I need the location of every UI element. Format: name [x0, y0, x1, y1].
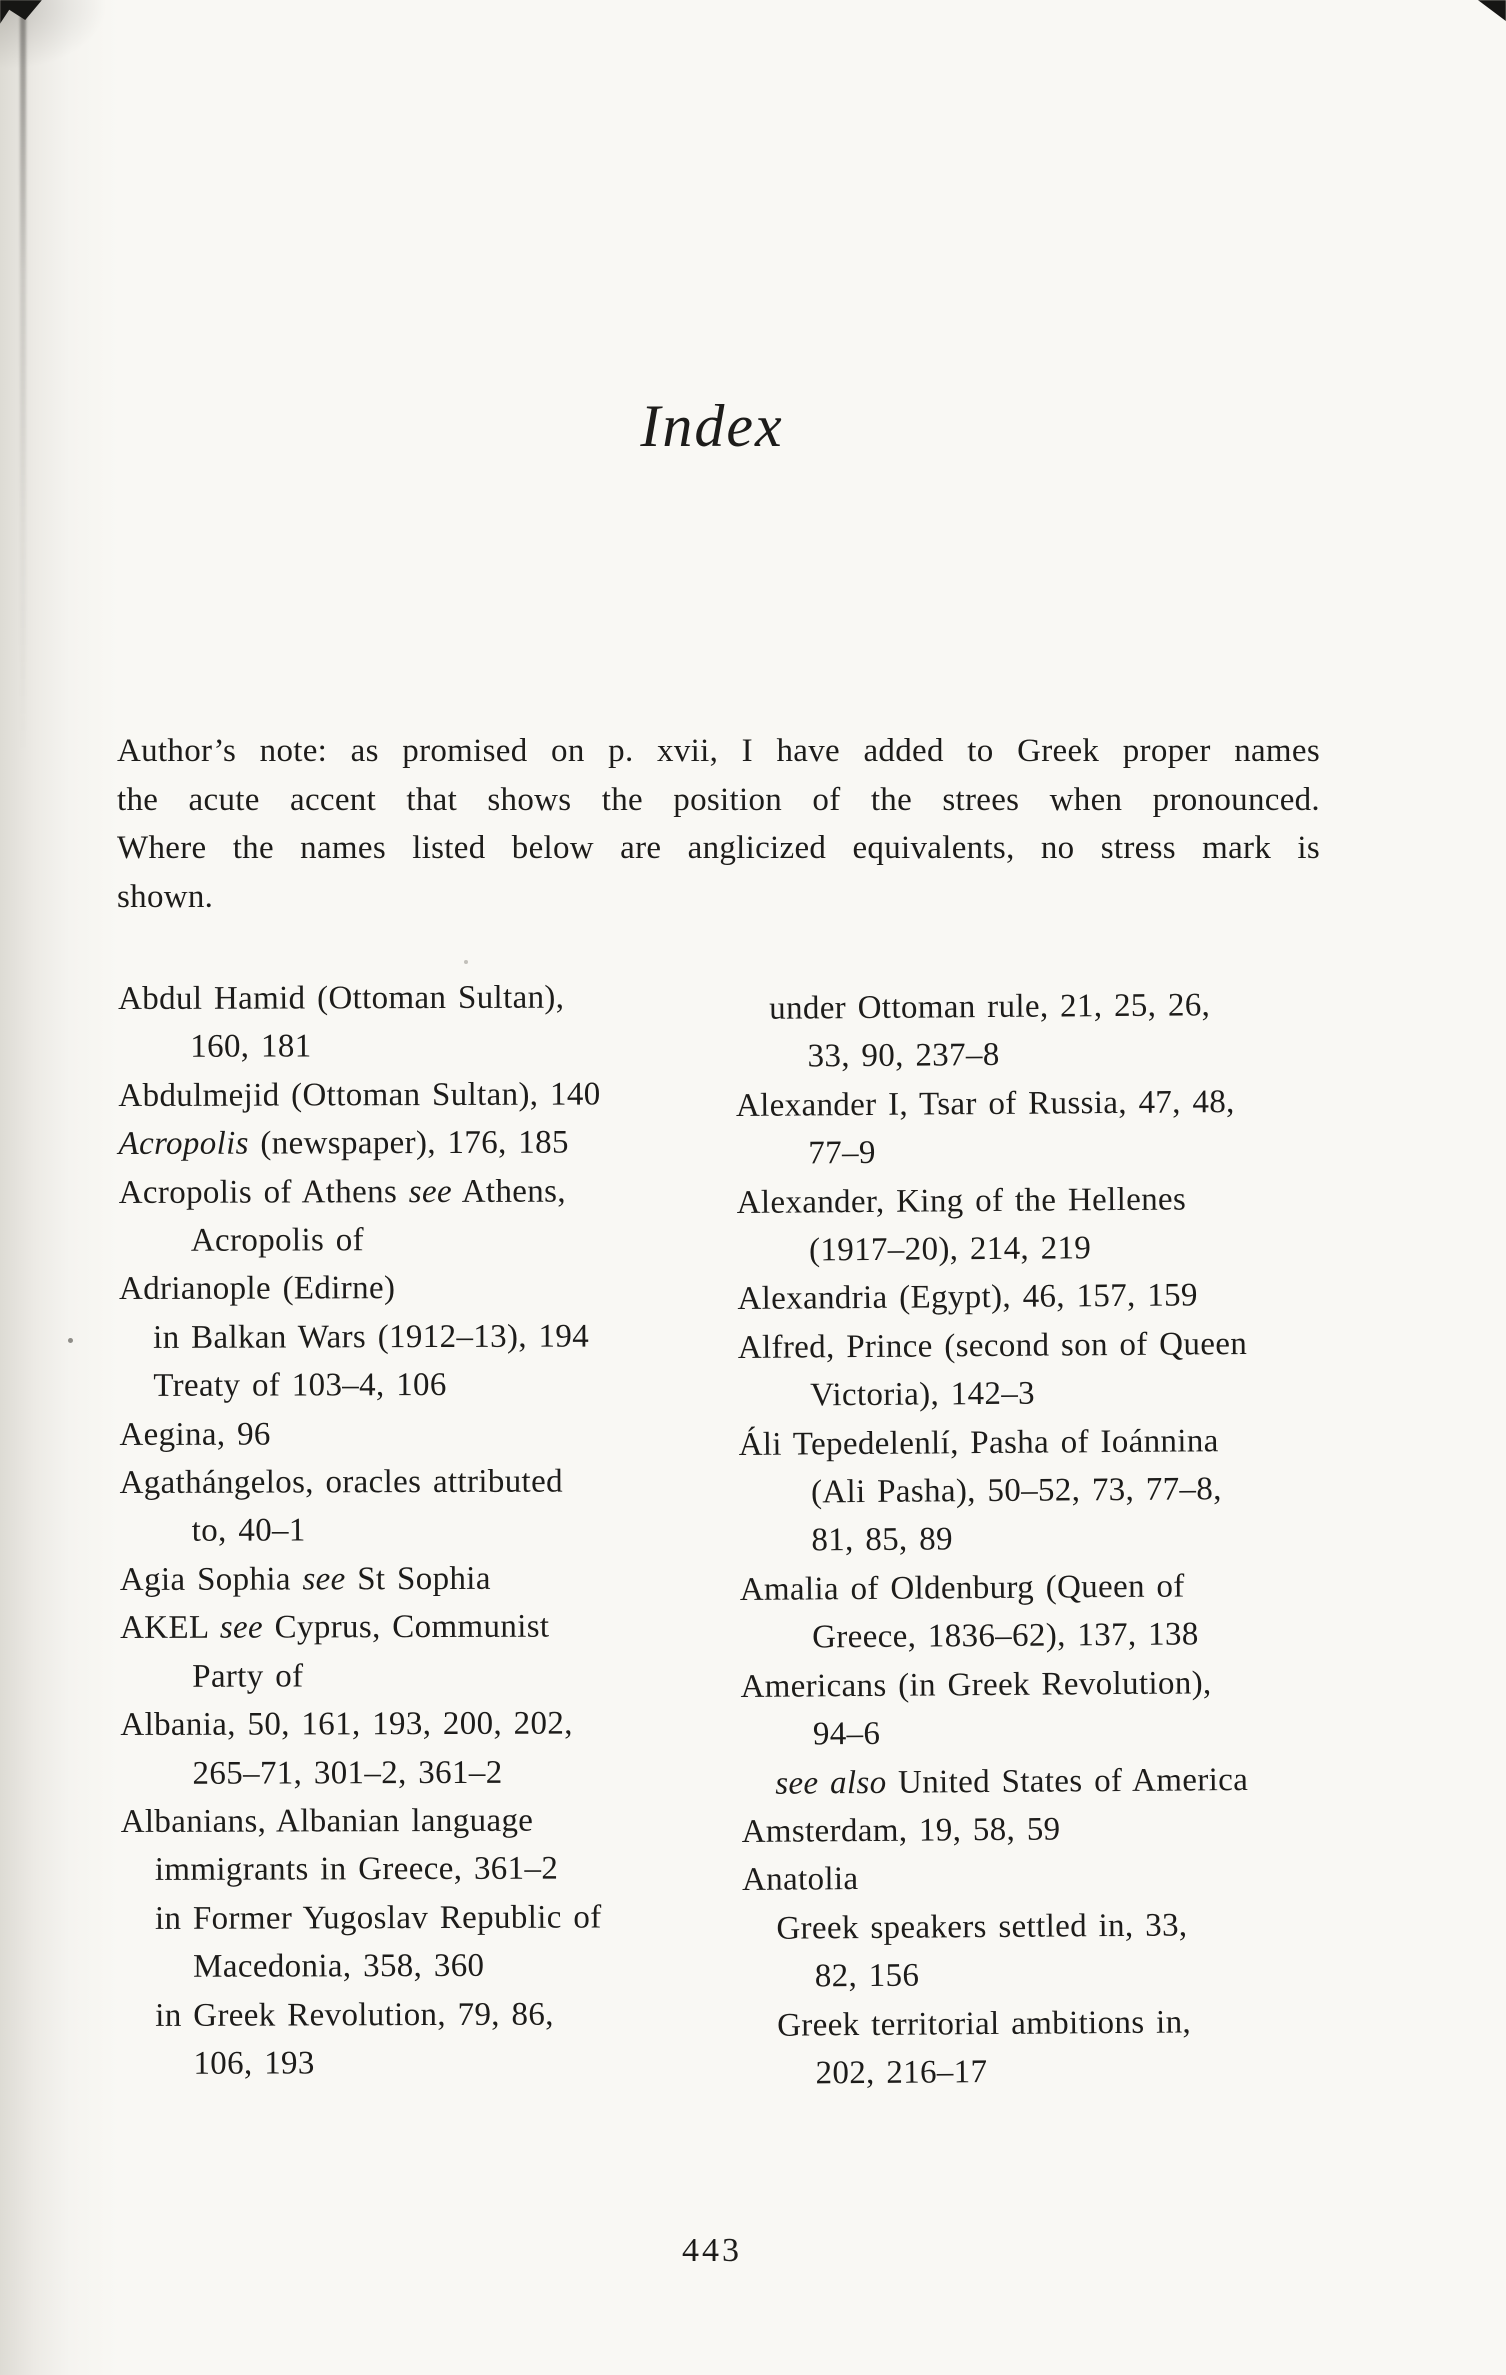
index-entry-line [118, 1070, 728, 1120]
scan-speck [464, 960, 468, 964]
index-entry-segment: Alfred, Prince (second son of Queen [737, 1325, 1248, 1366]
index-entry-segment: 160, 181 [190, 1028, 312, 1066]
index-entry-segment: Albanians, Albanian language [120, 1802, 534, 1840]
index-entry-segment: Alexander I, Tsar of Russia, 47, 48, [735, 1083, 1235, 1124]
index-entry-segment: Alexander, King of the Hellenes [736, 1181, 1187, 1221]
index-entry-segment: Amsterdam, 19, 58, 59 [741, 1811, 1061, 1850]
index-entry-segment: 106, 193 [193, 2045, 315, 2082]
index-entry-segment: 81, 85, 89 [811, 1521, 954, 1559]
index-entry-segment: St Sophia [345, 1560, 491, 1598]
index-entry-line [740, 1609, 1350, 1662]
index-entry-segment: 202, 216–17 [815, 2053, 988, 2092]
scan-corner-artifact-right [1474, 0, 1506, 24]
index-entry-segment: Victoria), 142–3 [810, 1375, 1036, 1414]
page-title: Index [640, 393, 784, 459]
index-entry-line [120, 1602, 730, 1652]
index-entry-line [735, 980, 1345, 1033]
index-entry-line [119, 1215, 729, 1265]
index-entry-italic-segment: see [408, 1173, 452, 1210]
index-entry-segment: (newspaper), 176, 185 [248, 1124, 569, 1162]
index-entry-segment: Aegina, 96 [119, 1416, 271, 1453]
index-entry-line [742, 1900, 1352, 1953]
note-line: the acute accent that shows the position of the strees when pronounced. [117, 781, 1320, 818]
index-entry-segment: Athens, [451, 1173, 566, 1210]
index-entry-line [741, 1706, 1351, 1759]
index-entry-line [120, 1554, 730, 1604]
index-entry-line [118, 973, 728, 1023]
index-entry-line [737, 1222, 1347, 1275]
index-entry-line [120, 1699, 730, 1749]
index-entry-line [741, 1803, 1351, 1856]
index-entry-segment: Greece, 1836–62), 137, 138 [811, 1616, 1199, 1656]
index-entry-line [118, 1118, 728, 1168]
index-entry-segment: Party of [192, 1658, 304, 1695]
index-entry-line [737, 1271, 1347, 1324]
index-entry-line [743, 2045, 1353, 2098]
index-entry-segment: Acropolis of Athens [118, 1173, 409, 1211]
index-entry-segment: 77–9 [808, 1135, 876, 1172]
note-line: shown. [117, 878, 214, 915]
index-entry-segment: Macedonia, 358, 360 [193, 1947, 485, 1985]
index-entry-segment: Greek territorial ambitions in, [777, 2003, 1192, 2044]
scan-speck [68, 1338, 73, 1343]
index-entry-line [741, 1755, 1351, 1808]
index-entry-segment: (Ali Pasha), 50–52, 73, 77–8, [810, 1471, 1222, 1511]
index-entry-segment: to, 40–1 [191, 1512, 306, 1550]
index-entry-segment: Adrianople (Edirne) [118, 1270, 396, 1308]
gutter-crease-shadow [20, 16, 26, 756]
index-entry-line [119, 1409, 729, 1459]
index-entry-line [743, 1948, 1353, 2001]
index-entry-italic-segment: Acropolis [118, 1125, 249, 1163]
authors-note [117, 727, 1320, 921]
index-entry-segment: under Ottoman rule, 21, 25, 26, [769, 987, 1211, 1027]
index-entry-line [120, 1506, 730, 1556]
index-entry-line [736, 1125, 1346, 1178]
index-entry-segment: Áli Tepedelenlí, Pasha of Ioánnina [738, 1422, 1219, 1463]
index-entry-italic-segment: see [302, 1561, 346, 1598]
index-entry-line [121, 2038, 731, 2088]
index-entry-line [121, 1990, 731, 2040]
index-entry-line [121, 1893, 731, 1943]
index-entry-line [737, 1174, 1347, 1227]
index-entry-segment: Treaty of 103–4, 106 [153, 1367, 447, 1405]
index-entry-line [119, 1167, 729, 1217]
index-entry-line [738, 1319, 1348, 1372]
index-entry-segment: 33, 90, 237–8 [807, 1037, 1000, 1075]
index-entry-segment: Agathángelos, oracles attributed [119, 1463, 563, 1502]
index-entry-segment: Albania, 50, 161, 193, 200, 202, [120, 1705, 573, 1744]
index-entry-segment: Americans (in Greek Revolution), [740, 1664, 1212, 1705]
index-entry-segment: Abdulmejid (Ottoman Sultan), 140 [118, 1076, 601, 1114]
index-entry-segment: in Former Yugoslav Republic of [154, 1899, 602, 1937]
index-entry-line [739, 1464, 1349, 1517]
index-entry-line [119, 1360, 729, 1410]
note-line: Where the names listed below are anglicized equivalents, no stress mark is [117, 830, 1320, 867]
index-entry-segment: Greek speakers settled in, 33, [776, 1907, 1188, 1947]
index-entry-italic-segment: see also [775, 1764, 887, 1802]
index-entry-segment: Anatolia [741, 1861, 859, 1899]
index-entry-segment: Abdul Hamid (Ottoman Sultan), [118, 979, 565, 1017]
page-number: 443 [682, 2232, 742, 2269]
index-entry-line [743, 1997, 1353, 2050]
index-entry-line [742, 1851, 1352, 1904]
index-entry-segment: AKEL [119, 1609, 220, 1647]
index-entry-line [736, 1077, 1346, 1130]
index-entry-italic-segment: see [219, 1609, 264, 1646]
index-entry-line [119, 1312, 729, 1362]
index-entry-line [118, 1021, 728, 1071]
note-line: Author’s note: as promised on p. xvii, I have added to Greek proper names [117, 733, 1320, 769]
index-entry-line [740, 1658, 1350, 1711]
index-entry-segment: in Greek Revolution, 79, 86, [155, 1996, 554, 2034]
index-entry-segment: 265–71, 301–2, 361–2 [192, 1754, 503, 1792]
index-entry-line [121, 1796, 731, 1846]
index-entry-line [739, 1513, 1349, 1566]
index-entry-line [738, 1416, 1348, 1469]
index-entry-line [121, 1941, 731, 1991]
index-entry-segment: 94–6 [812, 1715, 881, 1753]
index-entry-segment: Agia Sophia [119, 1561, 303, 1598]
index-entry-line [738, 1367, 1348, 1420]
index-entry-segment: Alexandria (Egypt), 46, 157, 159 [737, 1277, 1198, 1318]
index-column-left [118, 973, 731, 2088]
index-entry-line [740, 1561, 1350, 1614]
index-entry-segment: 82, 156 [814, 1957, 920, 1995]
index-entry-line [120, 1748, 730, 1798]
index-entry-line [120, 1457, 730, 1507]
index-entry-segment: Acropolis of [190, 1222, 364, 1259]
index-entry-segment: in Balkan Wars (1912–13), 194 [153, 1318, 590, 1356]
index-entry-segment: immigrants in Greece, 361–2 [154, 1850, 559, 1889]
index-entry-line [119, 1264, 729, 1314]
index-entry-segment: United States of America [886, 1761, 1249, 1801]
index-entry-segment: Cyprus, Communist [262, 1608, 550, 1646]
index-entry-segment: (1917–20), 214, 219 [808, 1230, 1092, 1269]
index-entry-segment: Amalia of Oldenburg (Queen of [739, 1568, 1185, 1608]
index-entry-line [735, 1029, 1345, 1082]
index-entry-line [121, 1844, 731, 1894]
index-column-right [735, 980, 1354, 2098]
index-entry-line [120, 1651, 730, 1701]
